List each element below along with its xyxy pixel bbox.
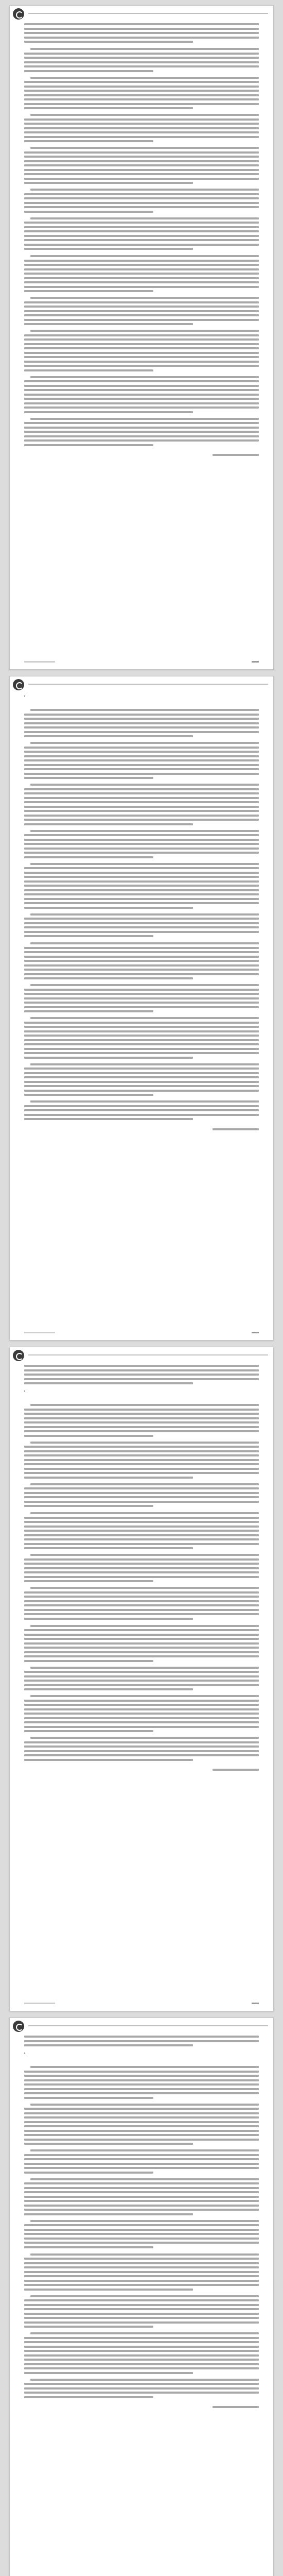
paragraph bbox=[24, 48, 259, 72]
paragraph bbox=[24, 784, 259, 825]
paragraph bbox=[24, 2253, 259, 2291]
paragraph bbox=[24, 942, 259, 979]
paragraph bbox=[24, 1442, 259, 1479]
paragraph bbox=[24, 2220, 259, 2248]
paragraph bbox=[24, 376, 259, 413]
paragraph bbox=[24, 2104, 259, 2145]
paragraph bbox=[24, 1737, 259, 1761]
byline bbox=[24, 2403, 259, 2413]
paragraph bbox=[24, 709, 259, 737]
paragraph bbox=[24, 23, 259, 43]
paragraph bbox=[24, 1625, 259, 1662]
paragraph bbox=[24, 2149, 259, 2174]
paragraph bbox=[24, 1063, 259, 1096]
header-rule bbox=[28, 684, 268, 685]
byline bbox=[24, 1125, 259, 1134]
paragraph bbox=[24, 189, 259, 213]
paragraph bbox=[24, 1695, 259, 1732]
paragraph bbox=[24, 863, 259, 909]
paragraph bbox=[24, 2295, 259, 2328]
paragraph bbox=[24, 742, 259, 779]
page-header bbox=[13, 679, 24, 690]
paragraph bbox=[24, 2178, 259, 2215]
page-header bbox=[13, 8, 24, 20]
publication-logo-icon bbox=[13, 679, 24, 690]
header-rule bbox=[28, 2025, 268, 2026]
paragraph bbox=[24, 1017, 259, 1059]
page-header bbox=[13, 1350, 24, 1361]
page-footer bbox=[24, 1329, 259, 1336]
paragraph bbox=[24, 1587, 259, 1620]
paragraph bbox=[24, 1554, 259, 1582]
paragraph bbox=[24, 77, 259, 110]
paragraph bbox=[24, 2379, 259, 2398]
paragraph bbox=[24, 418, 259, 446]
paragraph bbox=[24, 913, 259, 938]
paragraph bbox=[24, 1667, 259, 1691]
document-page-4 bbox=[9, 2018, 274, 2576]
header-rule bbox=[28, 13, 268, 14]
paragraph bbox=[24, 2066, 259, 2099]
paragraph bbox=[24, 984, 259, 1012]
paragraph bbox=[24, 2332, 259, 2374]
paragraph bbox=[24, 1512, 259, 1549]
publication-logo-icon bbox=[13, 8, 24, 20]
publication-logo-icon bbox=[13, 1350, 24, 1361]
paragraph bbox=[24, 217, 259, 250]
document-page-1 bbox=[9, 5, 274, 670]
document-page-2 bbox=[9, 676, 274, 1341]
publication-logo-icon bbox=[13, 2021, 24, 2032]
paragraph bbox=[24, 1100, 259, 1120]
page-footer bbox=[24, 658, 259, 665]
paragraph bbox=[24, 330, 259, 371]
byline bbox=[24, 451, 259, 461]
paragraph bbox=[24, 297, 259, 325]
document-page-3 bbox=[9, 1347, 274, 2011]
paragraph bbox=[24, 1365, 259, 1384]
page-footer bbox=[24, 1999, 259, 2007]
byline bbox=[24, 1766, 259, 1775]
header-rule bbox=[28, 1354, 268, 1355]
paragraph bbox=[24, 2036, 259, 2046]
paragraph bbox=[24, 147, 259, 184]
paragraph bbox=[24, 255, 259, 292]
paragraph bbox=[24, 830, 259, 858]
paragraph bbox=[24, 1483, 259, 1507]
page-header bbox=[13, 2021, 24, 2032]
section-tag bbox=[24, 1389, 25, 1392]
section-tag bbox=[24, 694, 25, 697]
paragraph bbox=[24, 1404, 259, 1437]
paragraph bbox=[24, 114, 259, 142]
section-tag bbox=[24, 2052, 25, 2054]
